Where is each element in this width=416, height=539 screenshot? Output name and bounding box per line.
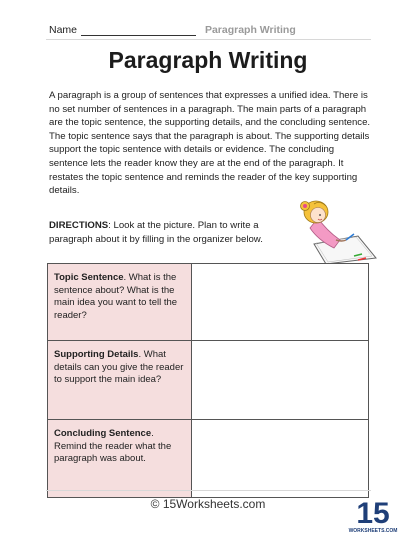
supporting-details-heading: Supporting Details	[54, 349, 139, 360]
girl-writing-illustration	[296, 196, 378, 266]
concluding-sentence-prompt	[48, 420, 192, 498]
topic-sentence-prompt	[48, 264, 192, 341]
intro-paragraph: A paragraph is a group of sentences that expresses a unified idea. There is no set number of sentences in a paragraph. The main parts of a paragraph are the topic sentence, the supporting details, and the concluding sentence. The topic sentence says that the paragraph is about. The supporting details support the topic sentence with details or evidence. The concluding sentence lets the reader know they are at the end of the paragraph. It restates the topic sentence and reminds the reader of the key supporting details.	[49, 90, 371, 197]
supporting-details-prompt	[48, 341, 192, 420]
supporting-details-text: . What details can you give the reader to support the main idea?	[54, 349, 184, 385]
header-divider	[46, 39, 371, 40]
15worksheets-logo	[348, 495, 398, 535]
directions-text: : Look at the picture. Plan to write a paragraph about it by filling in the organizer below.	[49, 220, 263, 245]
organizer-row-topic	[48, 264, 369, 341]
name-line[interactable]	[81, 25, 196, 36]
concluding-sentence-answer-box[interactable]	[192, 420, 369, 498]
supporting-details-answer-box[interactable]	[192, 341, 369, 420]
header-worksheet-title: Paragraph Writing	[204, 24, 296, 36]
organizer-row-supporting	[48, 341, 369, 420]
topic-sentence-answer-box[interactable]	[192, 264, 369, 341]
logo-text: WORKSHEETS.COM	[348, 528, 398, 534]
organizer-row-concluding	[48, 420, 369, 498]
concluding-sentence-text: . Remind the reader what the paragraph was about.	[54, 428, 172, 464]
topic-sentence-text: . What is the sentence about? What is the main idea you want to tell the reader?	[54, 272, 178, 321]
worksheet-header	[49, 24, 379, 36]
directions-label: DIRECTIONS	[49, 220, 109, 231]
directions	[49, 219, 289, 246]
logo-number: 15	[356, 497, 390, 530]
name-label: Name	[49, 24, 78, 36]
topic-sentence-heading: Topic Sentence	[54, 272, 124, 283]
footer-copyright: © 15Worksheets.com	[150, 497, 266, 511]
page-title: Paragraph Writing	[108, 47, 308, 73]
paragraph-organizer-table	[47, 263, 369, 498]
concluding-sentence-heading: Concluding Sentence	[54, 428, 152, 439]
footer-divider	[46, 490, 371, 491]
